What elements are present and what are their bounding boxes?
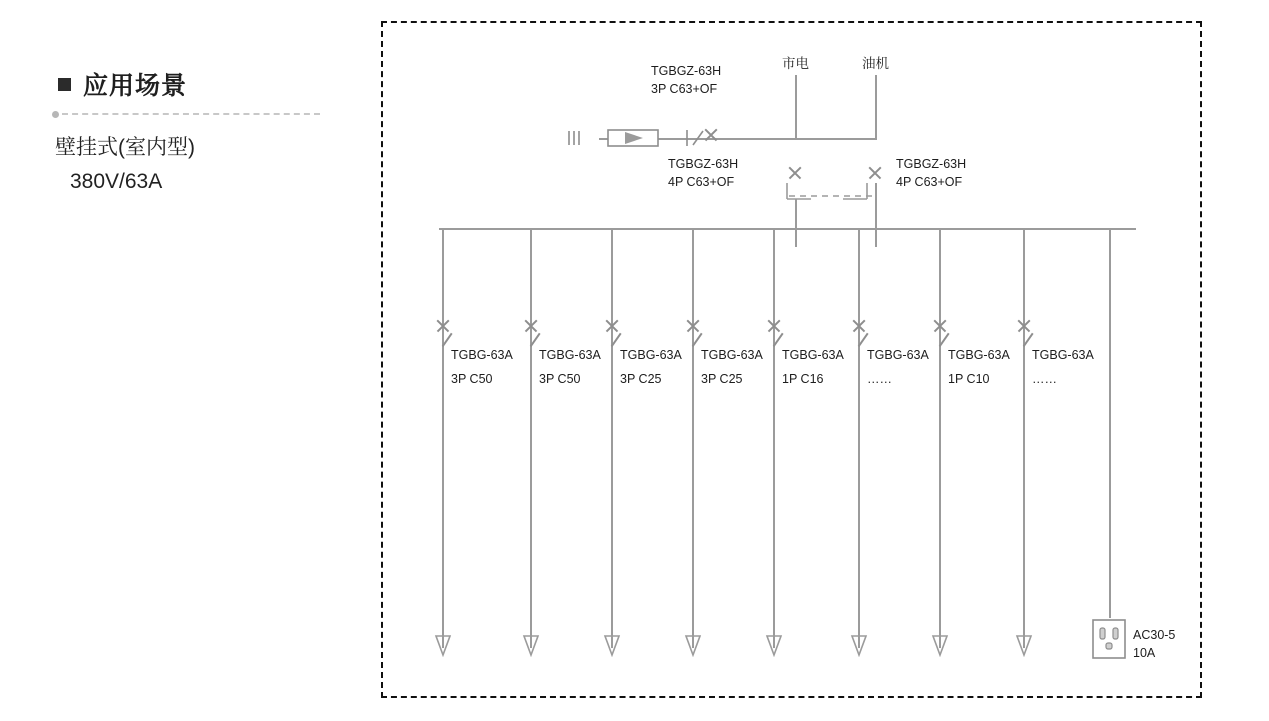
load-arrow-icon-5 <box>765 635 783 657</box>
feeder-rating-3: 3P C25 <box>620 372 662 386</box>
load-arrow-icon-3 <box>603 635 621 657</box>
square-bullet-icon <box>58 78 71 91</box>
transfer-right-down-wire <box>875 183 877 247</box>
divider-line <box>62 113 320 115</box>
socket-model-label: AC30-5 <box>1133 628 1176 642</box>
feeder-wire-5 <box>773 228 775 648</box>
spec-label: 380V/63A <box>70 170 163 193</box>
feeder-rating-2: 3P C50 <box>539 372 581 386</box>
load-arrow-icon-8 <box>1015 635 1033 657</box>
load-arrow-icon-7 <box>931 635 949 657</box>
feeder-model-6: TGBG-63A <box>867 348 929 362</box>
breaker-x-icon-incoming <box>703 127 719 143</box>
socket-branch-wire <box>1109 228 1111 618</box>
feeder-rating-1: 3P C50 <box>451 372 493 386</box>
wiring-diagram-frame <box>381 21 1202 698</box>
feeder-rating-6: …… <box>867 372 892 386</box>
feeder-model-1: TGBG-63A <box>451 348 513 362</box>
breaker-x-icon-feeder-8 <box>1016 318 1032 334</box>
breaker-x-icon-feeder-6 <box>851 318 867 334</box>
source-label-generator: 油机 <box>862 56 889 71</box>
source-label-mains: 市电 <box>782 56 809 71</box>
feeder-model-5: TGBG-63A <box>782 348 844 362</box>
feeder-wire-6 <box>858 228 860 648</box>
main-busbar <box>439 228 1136 230</box>
feeder-rating-7: 1P C10 <box>948 372 990 386</box>
feeder-model-3: TGBG-63A <box>620 348 682 362</box>
breaker-x-icon-feeder-4 <box>685 318 701 334</box>
feeder-rating-4: 3P C25 <box>701 372 743 386</box>
transfer-right-model: TGBGZ-63H <box>896 157 967 171</box>
incoming-breaker-model: TGBGZ-63H <box>651 64 722 78</box>
feeder-wire-4 <box>692 228 694 648</box>
load-arrow-icon-4 <box>684 635 702 657</box>
section-heading <box>58 66 187 102</box>
feeder-wire-8 <box>1023 228 1025 648</box>
feeder-model-2: TGBG-63A <box>539 348 601 362</box>
breaker-x-icon-feeder-7 <box>932 318 948 334</box>
feeder-model-7: TGBG-63A <box>948 348 1010 362</box>
load-arrow-icon-6 <box>850 635 868 657</box>
isolator-icon <box>683 127 705 151</box>
breaker-x-icon-feeder-1 <box>435 318 451 334</box>
ground-symbol-icon <box>568 127 604 151</box>
page-title: 应用场景 <box>83 72 188 100</box>
transfer-left-model: TGBGZ-63H <box>668 157 739 171</box>
feeder-wire-7 <box>939 228 941 648</box>
breaker-x-icon-feeder-5 <box>766 318 782 334</box>
dashed-divider-icon <box>52 108 320 120</box>
transfer-left-down-wire <box>795 199 797 247</box>
feeder-rating-5: 1P C16 <box>782 372 824 386</box>
feeder-rating-8: …… <box>1032 372 1057 386</box>
left-info-panel <box>0 0 360 721</box>
divider-dot-icon <box>52 111 59 118</box>
incoming-breaker-rating: 3P C63+OF <box>651 82 718 96</box>
load-arrow-icon-2 <box>522 635 540 657</box>
mains-riser-wire <box>795 75 797 140</box>
feeder-wire-3 <box>611 228 613 648</box>
breaker-x-icon-feeder-2 <box>523 318 539 334</box>
transfer-right-rating: 4P C63+OF <box>896 175 963 189</box>
subtitle-label: 壁挂式(室内型) <box>55 136 195 159</box>
power-socket-icon <box>1091 618 1127 660</box>
transfer-left-rating: 4P C63+OF <box>668 175 735 189</box>
socket-rating-label: 10A <box>1133 646 1156 660</box>
meter-arrow-icon <box>607 126 659 150</box>
feeder-model-8: TGBG-63A <box>1032 348 1094 362</box>
feeder-wire-1 <box>442 228 444 648</box>
breaker-x-icon-feeder-3 <box>604 318 620 334</box>
feeder-model-4: TGBG-63A <box>701 348 763 362</box>
generator-riser-wire <box>875 75 877 140</box>
feeder-wire-2 <box>530 228 532 648</box>
load-arrow-icon-1 <box>434 635 452 657</box>
